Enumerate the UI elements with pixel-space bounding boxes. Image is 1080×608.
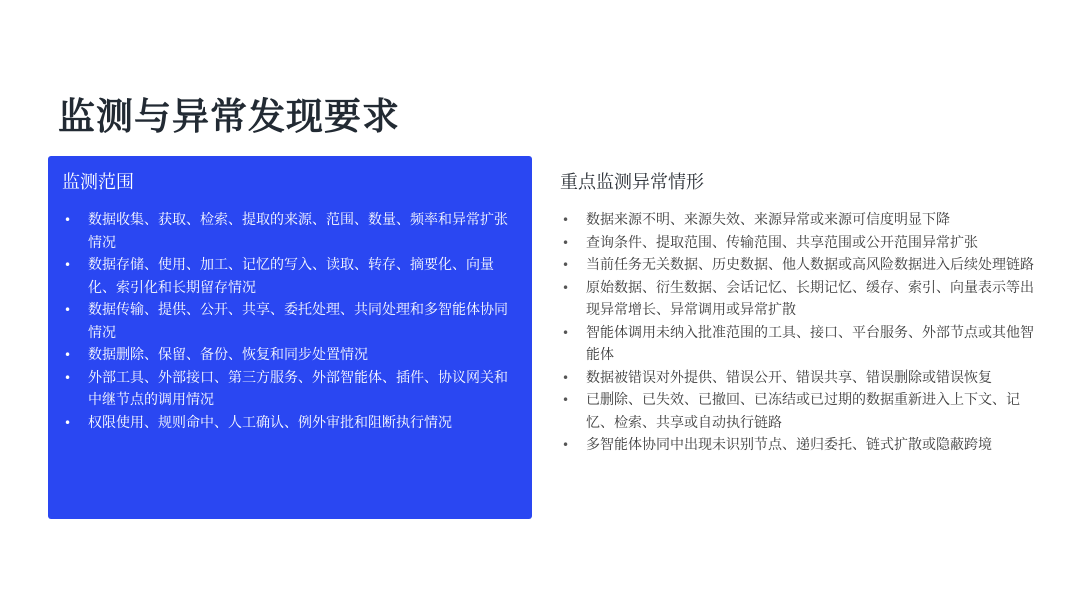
bullet-icon: • xyxy=(562,235,570,250)
list-item-text: 原始数据、衍生数据、会话记忆、长期记忆、缓存、索引、向量表示等出现异常增长、异常调用或异常扩散 xyxy=(586,279,1034,318)
list-item xyxy=(560,232,1036,255)
list-item-text: 数据存储、使用、加工、记忆的写入、读取、转存、摘要化、向量化、索引化和长期留存情况 xyxy=(88,257,494,296)
list-item-text: 智能体调用未纳入批准范围的工具、接口、平台服务、外部节点或其他智能体 xyxy=(586,324,1034,363)
list-item xyxy=(560,322,1036,367)
bullet-icon: • xyxy=(64,258,72,272)
list-item-text: 数据删除、保留、备份、恢复和同步处置情况 xyxy=(88,347,368,363)
monitoring-scope-heading: 监测范围 xyxy=(62,172,134,193)
list-item xyxy=(560,367,1036,390)
list-item-text: 已删除、已失效、已撤回、已冻结或已过期的数据重新进入上下文、记忆、检索、共享或自动执行链路 xyxy=(586,392,1020,431)
monitoring-scope-list xyxy=(62,209,514,434)
list-item xyxy=(62,299,514,344)
list-item xyxy=(62,344,514,367)
list-item-text: 权限使用、规则命中、人工确认、例外审批和阻断执行情况 xyxy=(88,414,452,431)
bullet-icon: • xyxy=(64,348,72,362)
list-item-text: 外部工具、外部接口、第三方服务、外部智能体、插件、协议网关和中继节点的调用情况 xyxy=(88,369,508,408)
list-item-text: 数据传输、提供、公开、共享、委托处理、共同处理和多智能体协同情况 xyxy=(88,302,508,341)
list-item-text: 数据被错误对外提供、错误公开、错误共享、错误删除或错误恢复 xyxy=(586,369,992,386)
bullet-icon: • xyxy=(562,280,570,295)
bullet-icon: • xyxy=(64,303,72,317)
page-title: 监测与异常发现要求 xyxy=(58,95,400,138)
bullet-icon: • xyxy=(562,258,570,272)
list-item-text: 数据来源不明、来源失效、来源异常或来源可信度明显下降 xyxy=(586,212,950,228)
key-anomalies-panel xyxy=(556,156,1036,457)
bullet-icon: • xyxy=(562,438,570,452)
list-item-text: 查询条件、提取范围、传输范围、共享范围或公开范围异常扩张 xyxy=(586,234,978,251)
list-item xyxy=(560,389,1036,434)
list-item xyxy=(560,254,1036,277)
list-item xyxy=(62,254,514,299)
bullet-icon: • xyxy=(562,393,570,407)
bullet-icon: • xyxy=(562,213,570,227)
list-item xyxy=(560,209,1036,232)
bullet-icon: • xyxy=(64,415,72,430)
list-item xyxy=(560,434,1036,457)
key-anomalies-heading: 重点监测异常情形 xyxy=(560,172,704,193)
list-item xyxy=(560,277,1036,322)
list-item-text: 数据收集、获取、检索、提取的来源、范围、数量、频率和异常扩张情况 xyxy=(88,212,508,251)
list-item xyxy=(62,209,514,254)
monitoring-scope-panel xyxy=(48,156,532,519)
key-anomalies-list xyxy=(560,209,1036,457)
bullet-icon: • xyxy=(562,370,570,385)
list-item xyxy=(62,367,514,412)
bullet-icon: • xyxy=(64,213,72,227)
list-item-text: 多智能体协同中出现未识别节点、递归委托、链式扩散或隐蔽跨境 xyxy=(586,437,992,453)
bullet-icon: • xyxy=(562,325,570,340)
bullet-icon: • xyxy=(64,370,72,385)
list-item-text: 当前任务无关数据、历史数据、他人数据或高风险数据进入后续处理链路 xyxy=(586,257,1034,273)
list-item xyxy=(62,412,514,435)
